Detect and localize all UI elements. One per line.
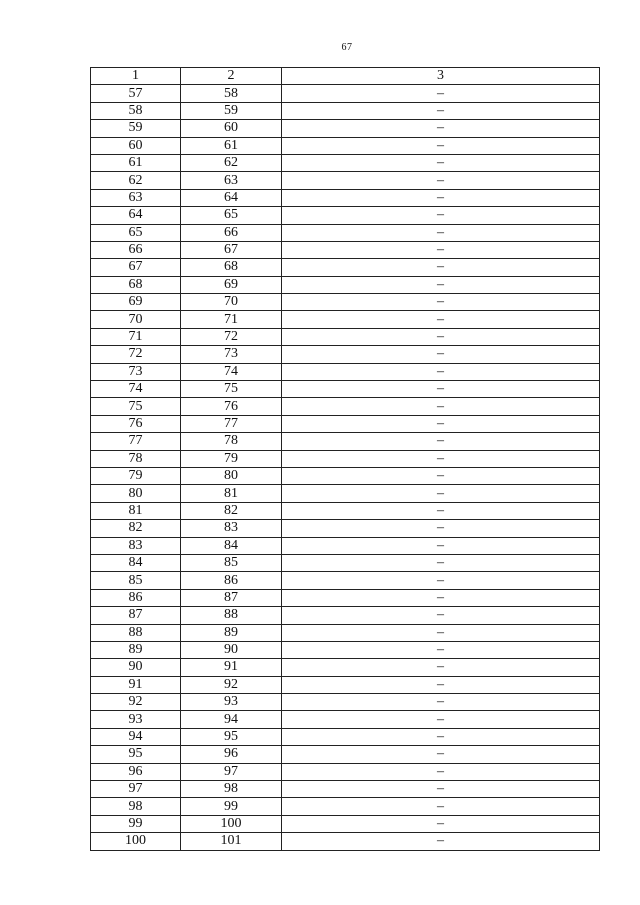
table-cell-col1: 59 [91, 120, 181, 137]
table-row [91, 467, 600, 484]
table-cell-col2: 93 [181, 694, 282, 711]
table-cell-col3: – [282, 120, 600, 137]
table-row [91, 328, 600, 345]
table-cell-col2: 86 [181, 572, 282, 589]
table-row [91, 241, 600, 258]
table-cell-col3: – [282, 641, 600, 658]
table-cell-col3: – [282, 798, 600, 815]
data-table [90, 67, 600, 851]
table-row [91, 154, 600, 171]
table-cell-col2: 97 [181, 763, 282, 780]
table-cell-col1: 66 [91, 241, 181, 258]
table-cell-col2: 58 [181, 85, 282, 102]
table-cell-col3: – [282, 189, 600, 206]
table-cell-col3: – [282, 520, 600, 537]
table-cell-col2: 91 [181, 659, 282, 676]
table-cell-col2: 89 [181, 624, 282, 641]
table-cell-col1: 70 [91, 311, 181, 328]
table-cell-col2: 82 [181, 502, 282, 519]
table-cell-col3: – [282, 554, 600, 571]
table-cell-col2: 88 [181, 607, 282, 624]
table-cell-col1: 58 [91, 102, 181, 119]
table-cell-col2: 64 [181, 189, 282, 206]
table-cell-col1: 89 [91, 641, 181, 658]
table-cell-col2: 67 [181, 241, 282, 258]
table-cell-col1: 83 [91, 537, 181, 554]
table-row [91, 502, 600, 519]
table-row [91, 520, 600, 537]
table-cell-col2: 87 [181, 589, 282, 606]
table-cell-col3: – [282, 207, 600, 224]
table-row [91, 815, 600, 832]
table-row [91, 589, 600, 606]
table-body [91, 85, 600, 850]
table-cell-col1: 64 [91, 207, 181, 224]
table-cell-col1: 69 [91, 294, 181, 311]
table-cell-col2: 65 [181, 207, 282, 224]
table-cell-col2: 75 [181, 381, 282, 398]
table-cell-col3: – [282, 833, 600, 850]
table-cell-col3: – [282, 85, 600, 102]
table-row [91, 728, 600, 745]
table-cell-col2: 77 [181, 415, 282, 432]
table-cell-col1: 72 [91, 346, 181, 363]
table-cell-col2: 62 [181, 154, 282, 171]
table-cell-col1: 85 [91, 572, 181, 589]
table-row [91, 137, 600, 154]
table-row [91, 450, 600, 467]
table-cell-col1: 75 [91, 398, 181, 415]
table-cell-col1: 91 [91, 676, 181, 693]
table-cell-col1: 94 [91, 728, 181, 745]
table-cell-col3: – [282, 433, 600, 450]
table-cell-col1: 90 [91, 659, 181, 676]
table-cell-col3: – [282, 711, 600, 728]
table-cell-col3: – [282, 624, 600, 641]
table-row [91, 537, 600, 554]
table-cell-col2: 76 [181, 398, 282, 415]
table-row [91, 641, 600, 658]
table-cell-col2: 94 [181, 711, 282, 728]
table-row [91, 189, 600, 206]
table-cell-col2: 63 [181, 172, 282, 189]
table-cell-col3: – [282, 224, 600, 241]
table-cell-col3: – [282, 746, 600, 763]
table-cell-col2: 74 [181, 363, 282, 380]
table-cell-col3: – [282, 346, 600, 363]
table-cell-col2: 59 [181, 102, 282, 119]
table-cell-col3: – [282, 450, 600, 467]
table-row [91, 833, 600, 850]
table-cell-col3: – [282, 328, 600, 345]
table-cell-col3: – [282, 815, 600, 832]
table-cell-col3: – [282, 537, 600, 554]
table-cell-col3: – [282, 728, 600, 745]
table-cell-col2: 68 [181, 259, 282, 276]
table-cell-col2: 72 [181, 328, 282, 345]
table-cell-col2: 81 [181, 485, 282, 502]
table-cell-col1: 71 [91, 328, 181, 345]
table-cell-col3: – [282, 676, 600, 693]
table-row [91, 102, 600, 119]
table-cell-col3: – [282, 659, 600, 676]
table-cell-col1: 60 [91, 137, 181, 154]
table-cell-col1: 73 [91, 363, 181, 380]
page-number: 67 [341, 42, 353, 53]
table-cell-col2: 83 [181, 520, 282, 537]
table-cell-col1: 84 [91, 554, 181, 571]
table-row [91, 207, 600, 224]
table-cell-col1: 97 [91, 781, 181, 798]
table-cell-col3: – [282, 694, 600, 711]
table-cell-col1: 78 [91, 450, 181, 467]
table-cell-col2: 80 [181, 467, 282, 484]
table-cell-col1: 82 [91, 520, 181, 537]
table-row [91, 624, 600, 641]
table-header-row [91, 68, 600, 85]
table-row [91, 259, 600, 276]
table-row [91, 294, 600, 311]
table-cell-col1: 86 [91, 589, 181, 606]
table-row [91, 381, 600, 398]
table-cell-col2: 78 [181, 433, 282, 450]
table-row [91, 798, 600, 815]
table-row [91, 572, 600, 589]
table-cell-col1: 63 [91, 189, 181, 206]
table-row [91, 415, 600, 432]
table-cell-col3: – [282, 381, 600, 398]
table-cell-col1: 92 [91, 694, 181, 711]
table-cell-col1: 93 [91, 711, 181, 728]
table-row [91, 763, 600, 780]
table-row [91, 781, 600, 798]
table-cell-col3: – [282, 294, 600, 311]
column-header-1: 1 [91, 68, 181, 85]
table-cell-col1: 65 [91, 224, 181, 241]
table-cell-col2: 98 [181, 781, 282, 798]
table-cell-col3: – [282, 154, 600, 171]
table-row [91, 120, 600, 137]
table-row [91, 554, 600, 571]
table-row [91, 85, 600, 102]
table-row [91, 224, 600, 241]
table-cell-col1: 77 [91, 433, 181, 450]
table-cell-col1: 98 [91, 798, 181, 815]
table-cell-col1: 74 [91, 381, 181, 398]
table-cell-col2: 92 [181, 676, 282, 693]
table-cell-col3: – [282, 467, 600, 484]
table-cell-col3: – [282, 781, 600, 798]
table-cell-col1: 96 [91, 763, 181, 780]
table-row [91, 363, 600, 380]
table-row [91, 694, 600, 711]
table-cell-col3: – [282, 607, 600, 624]
table-row [91, 172, 600, 189]
table-cell-col3: – [282, 102, 600, 119]
table-row [91, 676, 600, 693]
table-cell-col3: – [282, 276, 600, 293]
table-cell-col3: – [282, 172, 600, 189]
table-cell-col2: 60 [181, 120, 282, 137]
table-cell-col3: – [282, 415, 600, 432]
table-cell-col1: 67 [91, 259, 181, 276]
table-cell-col2: 61 [181, 137, 282, 154]
table-cell-col1: 62 [91, 172, 181, 189]
table-cell-col3: – [282, 572, 600, 589]
table-cell-col1: 99 [91, 815, 181, 832]
table-cell-col1: 61 [91, 154, 181, 171]
table-cell-col3: – [282, 311, 600, 328]
table-cell-col1: 81 [91, 502, 181, 519]
table-cell-col1: 87 [91, 607, 181, 624]
table-cell-col2: 95 [181, 728, 282, 745]
table-cell-col1: 57 [91, 85, 181, 102]
table-cell-col1: 100 [91, 833, 181, 850]
table-row [91, 398, 600, 415]
table-cell-col2: 79 [181, 450, 282, 467]
table-cell-col1: 80 [91, 485, 181, 502]
table-row [91, 711, 600, 728]
table-cell-col1: 88 [91, 624, 181, 641]
table-row [91, 346, 600, 363]
table-cell-col3: – [282, 398, 600, 415]
table-row [91, 607, 600, 624]
table-cell-col2: 71 [181, 311, 282, 328]
table-cell-col2: 101 [181, 833, 282, 850]
table-cell-col2: 66 [181, 224, 282, 241]
table-cell-col3: – [282, 485, 600, 502]
table-cell-col3: – [282, 502, 600, 519]
table-cell-col1: 95 [91, 746, 181, 763]
table-cell-col3: – [282, 241, 600, 258]
table-row [91, 311, 600, 328]
table-row [91, 659, 600, 676]
table-cell-col1: 76 [91, 415, 181, 432]
table-cell-col2: 99 [181, 798, 282, 815]
table-cell-col3: – [282, 589, 600, 606]
column-header-2: 2 [181, 68, 282, 85]
table-cell-col3: – [282, 763, 600, 780]
table-row [91, 746, 600, 763]
table-row [91, 276, 600, 293]
table-cell-col3: – [282, 259, 600, 276]
table-row [91, 485, 600, 502]
table-cell-col2: 73 [181, 346, 282, 363]
table-row [91, 433, 600, 450]
table-cell-col1: 68 [91, 276, 181, 293]
table-cell-col2: 96 [181, 746, 282, 763]
table-cell-col2: 69 [181, 276, 282, 293]
table-cell-col2: 84 [181, 537, 282, 554]
table-cell-col2: 90 [181, 641, 282, 658]
table-cell-col2: 70 [181, 294, 282, 311]
column-header-3: 3 [282, 68, 600, 85]
table-cell-col3: – [282, 137, 600, 154]
table-cell-col3: – [282, 363, 600, 380]
table-cell-col1: 79 [91, 467, 181, 484]
table-cell-col2: 85 [181, 554, 282, 571]
table-cell-col2: 100 [181, 815, 282, 832]
